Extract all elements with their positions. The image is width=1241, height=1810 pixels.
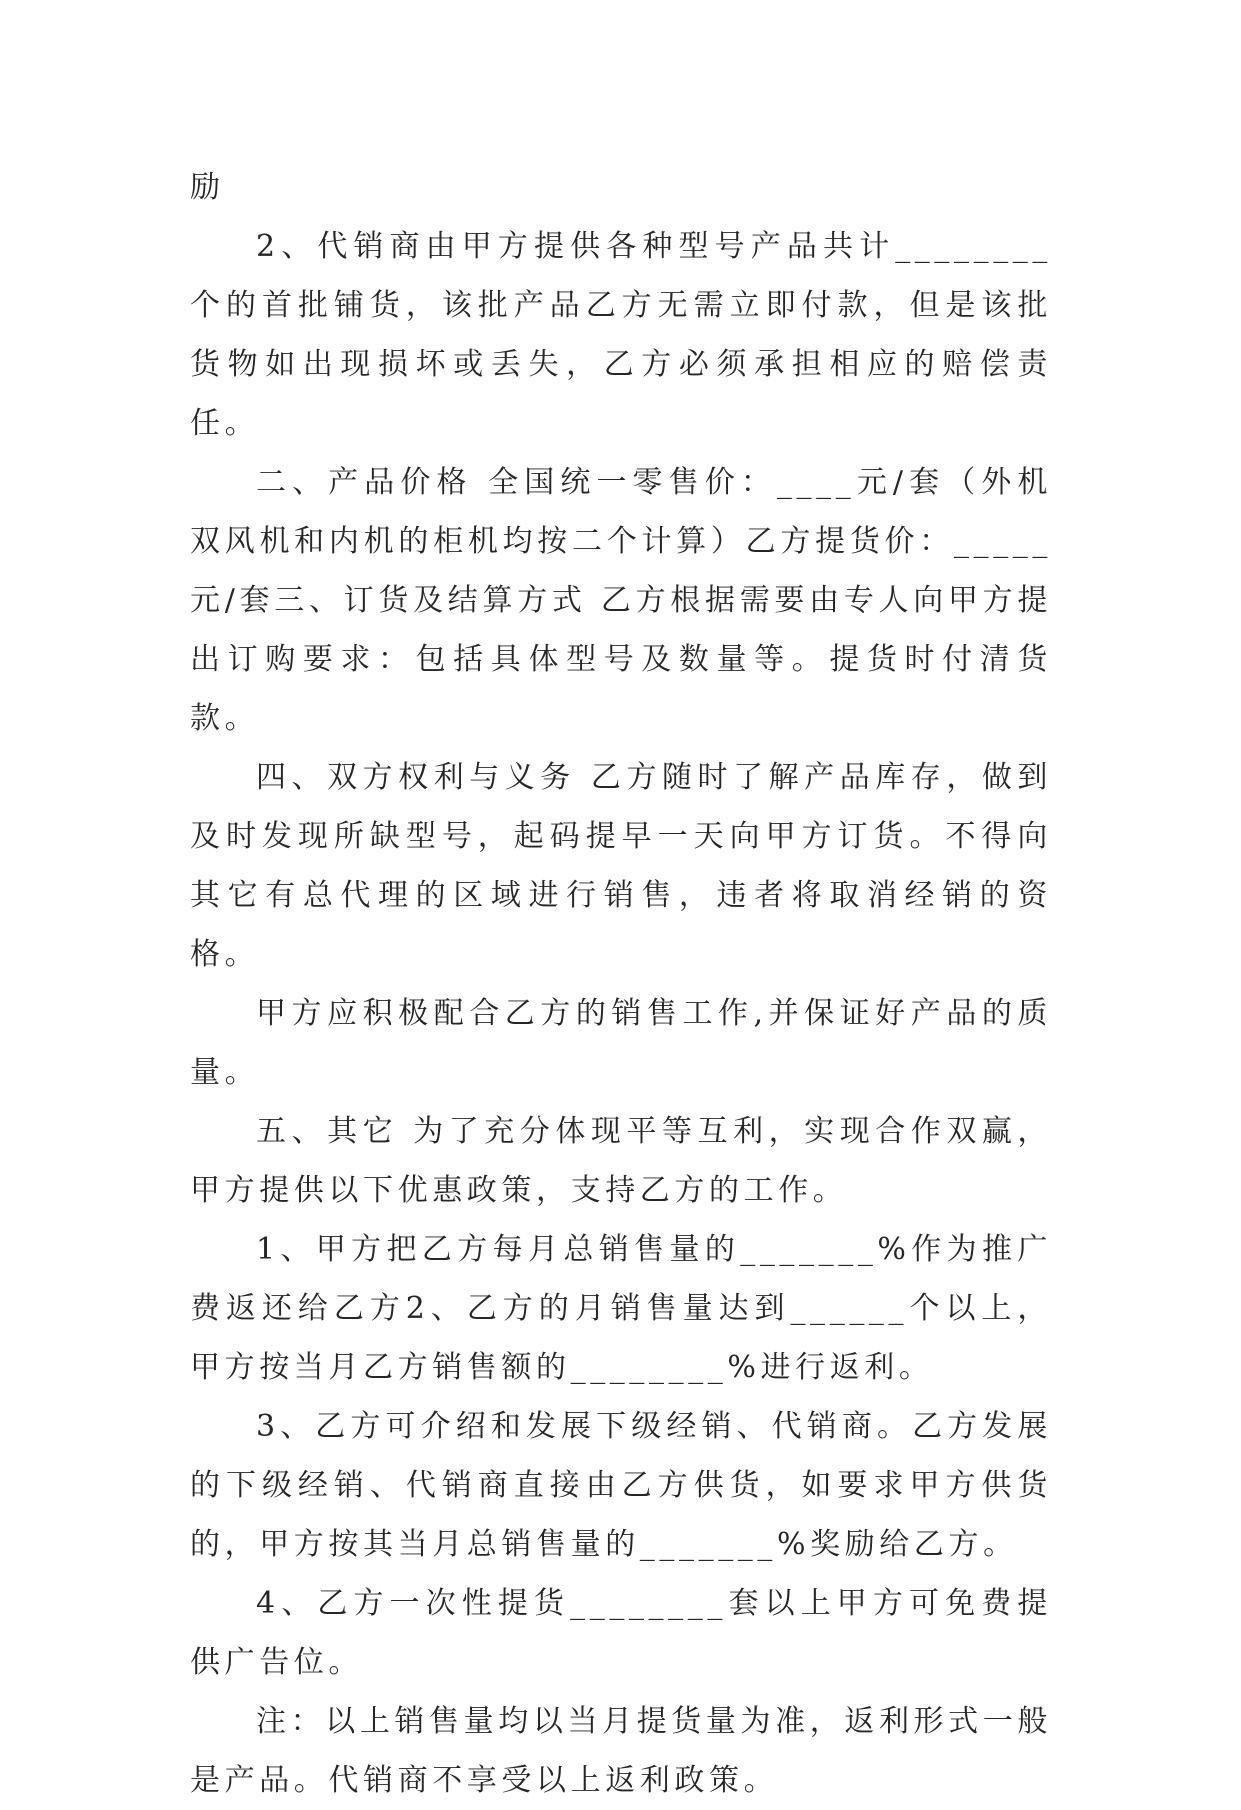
paragraph-price-and-ordering: 二、产品价格 全国统一零售价：____元/套（外机双风机和内机的柜机均按二个计算）乙方提货价：_____元/套三、订货及结算方式 乙方根据需要由专人向甲方提出订购要求：包括具体型号及数量等。提货时付清货款。 [190,465,1052,736]
paragraph-continuation: 励 [190,170,225,205]
paragraph-other-policies: 五、其它 为了充分体现平等互利，实现合作双赢，甲方提供以下优惠政策，支持乙方的工作。 [190,1114,1052,1208]
paragraph-note: 注：以上销售量均以当月提货量为准，返利形式一般是产品。代销商不享受以上返利政策。 [190,1704,1052,1798]
paragraph-first-batch-stock: 2、代销商由甲方提供各种型号产品共计________个的首批铺货，该批产品乙方无需立即付款，但是该批货物如出现损坏或丢失，乙方必须承担相应的赔偿责任。 [190,229,1052,441]
paragraph-ad-space: 4、乙方一次性提货________套以上甲方可免费提供广告位。 [190,1586,1052,1680]
document-body [190,158,1052,1810]
paragraph-rights-obligations: 四、双方权利与义务 乙方随时了解产品库存，做到及时发现所缺型号，起码提早一天向甲方订货。不得向其它有总代理的区域进行销售，违者将取消经销的资格。 [190,760,1052,972]
paragraph-quality-support: 甲方应积极配合乙方的销售工作,并保证好产品的质量。 [190,996,1052,1090]
paragraph-sub-distributor: 3、乙方可介绍和发展下级经销、代销商。乙方发展的下级经销、代销商直接由乙方供货，如要求甲方供货的，甲方按其当月总销售量的_______%奖励给乙方。 [190,1409,1052,1562]
paragraph-promotion-rebate: 1、甲方把乙方每月总销售量的_______%作为推广费返还给乙方2、乙方的月销售量达到______个以上，甲方按当月乙方销售额的________%进行返利。 [190,1232,1052,1385]
